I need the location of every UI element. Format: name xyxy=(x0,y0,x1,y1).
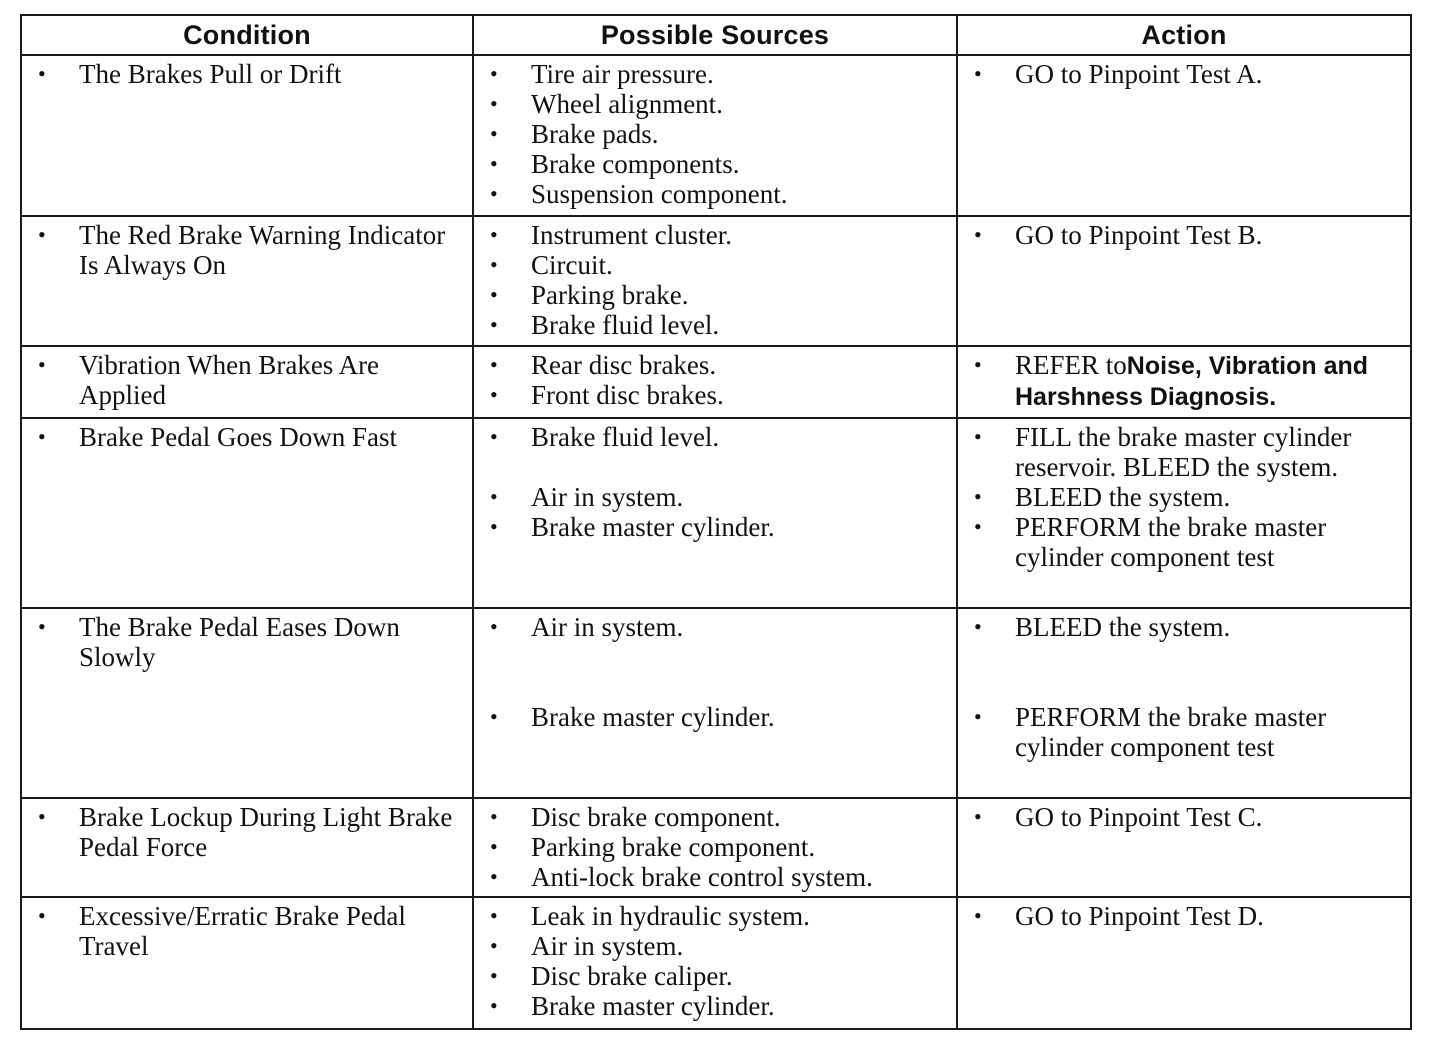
condition-cell xyxy=(21,418,473,608)
condition-cell xyxy=(21,897,473,1029)
symptom-chart-table xyxy=(20,14,1412,1030)
table-row xyxy=(21,55,1411,216)
action-item xyxy=(968,350,1402,412)
source-item: • Air in system. xyxy=(484,612,948,642)
table-row xyxy=(21,798,1411,897)
table-row xyxy=(21,608,1411,798)
table-row xyxy=(21,418,1411,608)
source-item: • Brake fluid level. xyxy=(484,422,948,452)
sources-cell xyxy=(473,216,957,346)
source-item: • Anti-lock brake control system. xyxy=(484,862,948,892)
table-row xyxy=(21,216,1411,346)
sources-cell xyxy=(473,798,957,897)
action-item: • BLEED the system. xyxy=(968,482,1402,512)
source-item: • Brake master cylinder. xyxy=(484,702,948,732)
source-item: • Brake fluid level. xyxy=(484,310,948,340)
diagnosis-table-wrapper xyxy=(20,14,1412,1030)
condition-cell xyxy=(21,216,473,346)
action-item: • GO to Pinpoint Test A. xyxy=(968,59,1402,89)
action-item: • BLEED the system. xyxy=(968,612,1402,642)
condition-cell xyxy=(21,346,473,418)
source-item: • Tire air pressure. xyxy=(484,59,948,89)
action-cell xyxy=(957,346,1411,418)
condition-cell xyxy=(21,608,473,798)
action-cell xyxy=(957,798,1411,897)
header-action: Action xyxy=(957,15,1411,55)
source-item: • Air in system. xyxy=(484,931,948,961)
table-row xyxy=(21,897,1411,1029)
header-row xyxy=(21,15,1411,55)
source-item: • Brake master cylinder. xyxy=(484,512,948,542)
header-possible-sources: Possible Sources xyxy=(473,15,957,55)
source-item: • Disc brake component. xyxy=(484,802,948,832)
sources-cell xyxy=(473,418,957,608)
action-item: • GO to Pinpoint Test B. xyxy=(968,220,1402,250)
sources-cell xyxy=(473,55,957,216)
action-cell xyxy=(957,418,1411,608)
source-item: • Circuit. xyxy=(484,250,948,280)
source-item: • Disc brake caliper. xyxy=(484,961,948,991)
action-item: • GO to Pinpoint Test C. xyxy=(968,802,1402,832)
action-cell xyxy=(957,897,1411,1029)
action-cell xyxy=(957,216,1411,346)
source-item: • Rear disc brakes. xyxy=(484,350,948,380)
table-row xyxy=(21,346,1411,418)
source-item: • Suspension component. xyxy=(484,179,948,209)
condition-text: • Brake Lockup During Light Brake Pedal Force xyxy=(32,802,464,862)
action-cell xyxy=(957,608,1411,798)
source-item: • Front disc brakes. xyxy=(484,380,948,410)
source-item: • Leak in hydraulic system. xyxy=(484,901,948,931)
refer-link-text: Noise, Vibration and Harshness Diagnosis. xyxy=(1015,352,1369,411)
refer-prefix: REFER to xyxy=(1015,350,1127,380)
sources-cell xyxy=(473,346,957,418)
sources-cell xyxy=(473,608,957,798)
header-condition: Condition xyxy=(21,15,473,55)
condition-text: • Excessive/Erratic Brake Pedal Travel xyxy=(32,901,464,961)
source-item: • Parking brake component. xyxy=(484,832,948,862)
condition-text: • The Red Brake Warning Indicator Is Always On xyxy=(32,220,464,280)
condition-cell xyxy=(21,798,473,897)
source-item: • Parking brake. xyxy=(484,280,948,310)
sources-cell xyxy=(473,897,957,1029)
source-item: • Wheel alignment. xyxy=(484,89,948,119)
source-item: • Brake pads. xyxy=(484,119,948,149)
condition-text: • The Brakes Pull or Drift xyxy=(32,59,464,89)
condition-text: • Vibration When Brakes Are Applied xyxy=(32,350,464,410)
source-item: • Brake master cylinder. xyxy=(484,991,948,1021)
action-item: • FILL the brake master cylinder reservoir. BLEED the system. xyxy=(968,422,1402,482)
action-item: • PERFORM the brake master cylinder component test xyxy=(968,512,1402,572)
condition-text: • Brake Pedal Goes Down Fast xyxy=(32,422,464,452)
source-item: • Instrument cluster. xyxy=(484,220,948,250)
source-item: • Air in system. xyxy=(484,482,948,512)
action-item: • PERFORM the brake master cylinder component test xyxy=(968,702,1402,762)
action-item: • GO to Pinpoint Test D. xyxy=(968,901,1402,931)
condition-text: • The Brake Pedal Eases Down Slowly xyxy=(32,612,464,672)
condition-cell xyxy=(21,55,473,216)
source-item: • Brake components. xyxy=(484,149,948,179)
action-cell xyxy=(957,55,1411,216)
